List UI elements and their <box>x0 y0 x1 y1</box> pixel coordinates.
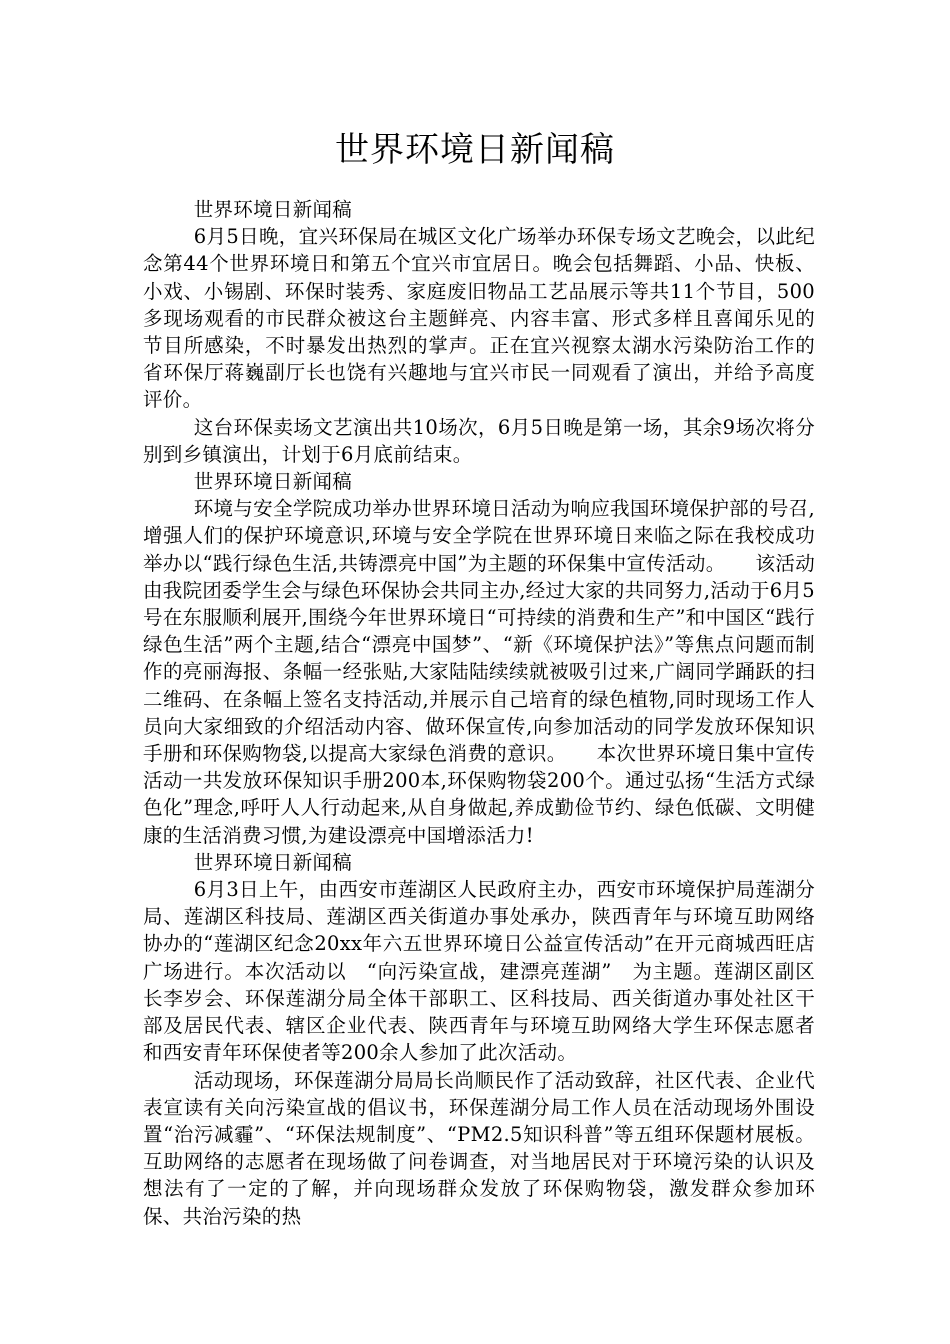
paragraph: 6月3日上午，由西安市莲湖区人民政府主办，西安市环境保护局莲湖分局、莲湖区科技局、莲湖区西关街道办事处承办，陕西青年与环境互助网络协办的“莲湖区纪念20xx年六五世界环境日公益宣传活动”在开元商城西旺店广场进行。本次活动以 “向污染宣战，建漂亮莲湖” 为主题。莲湖区副区长李岁会、环保莲湖分局全体干部职工、区科技局、西关街道办事处社区干部及居民代表、辖区企业代表、陕西青年与环境互助网络大学生环保志愿者和西安青年环保使者等200余人参加了此次活动。 <box>143 878 815 1065</box>
section-heading: 世界环境日新闻稿 <box>193 470 353 494</box>
document-body <box>143 196 815 1230</box>
document-title: 世界环境日新闻稿 <box>335 130 615 170</box>
paragraph: 环境与安全学院成功举办世界环境日活动为响应我国环境保护部的号召,增强人们的保护环境意识,环境与安全学院在世界环境日来临之际在我校成功举办以“践行绿色生活,共铸漂亮中国”为主题的环保集中宣传活动。 该活动由我院团委学生会与绿色环保协会共同主办,经过大家的共同努力,活动于6月5号在东服顺利展开,围绕今年世界环境日“可持续的消费和生产”和中国区“践行绿色生活”两个主题,结合“漂亮中国梦”、“新《环境保护法》”等焦点问题而制作的亮丽海报、条幅一经张贴,大家陆陆续续就被吸引过来,广阔同学踊跃的扫二维码、在条幅上签名支持活动,并展示自己培育的绿色植物,同时现场工作人员向大家细致的介绍活动内容、做环保宣传,向参加活动的同学发放环保知识手册和环保购物袋,以提高大家绿色消费的意识。 本次世界环境日集中宣传活动一共发放环保知识手册200本,环保购物袋200个。通过弘扬“生活方式绿色化”理念,呼吁人人行动起来,从自身做起,养成勤俭节约、绿色低碳、文明健康的生活消费习惯,为建设漂亮中国增添活力! <box>143 497 816 847</box>
section-heading: 世界环境日新闻稿 <box>193 198 353 221</box>
paragraph: 6月5日晚，宜兴环保局在城区文化广场举办环保专场文艺晚会，以此纪念第44个世界环境日和第五个宜兴市宜居日。晚会包括舞蹈、小品、快板、小戏、小锡剧、环保时装秀、家庭废旧物品工艺品展示等共11个节目，500多现场观看的市民群众被这台主题鲜亮、内容丰富、形式多样且喜闻乐见的节目所感染，不时暴发出热烈的掌声。正在宜兴视察太湖水污染防治工作的省环保厅蒋巍副厅长也饶有兴趣地与宜兴市民一同观看了演出，并给予高度评价。 <box>143 225 815 412</box>
section-heading: 世界环境日新闻稿 <box>193 850 353 874</box>
paragraph: 这台环保卖场文艺演出共10场次，6月5日晚是第一场，其余9场次将分别到乡镇演出，计划于6月底前结束。 <box>143 415 815 466</box>
paragraph: 活动现场，环保莲湖分局局长尚顺民作了活动致辞，社区代表、企业代表宣读有关向污染宣战的倡议书，环保莲湖分局工作人员在活动现场外围设置“治污减霾”、“环保法规制度”、“PM2.5知识科普”等五组环保题材展板。互助网络的志愿者在现场做了问卷调查，对当地居民对于环境污染的认识及想法有了一定的了解，并向现场群众发放了环保购物袋，激发群众参加环保、共治污染的热 <box>143 1068 815 1228</box>
